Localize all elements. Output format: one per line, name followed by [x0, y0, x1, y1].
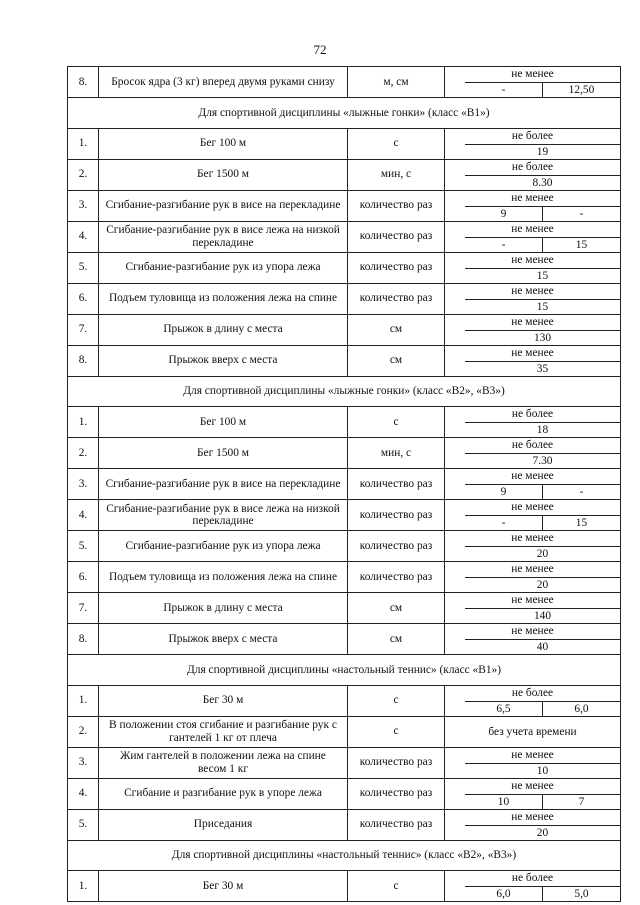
standard-value: 12,50 — [542, 83, 620, 98]
exercise-name: Бросок ядра (3 кг) вперед двумя руками снизу — [99, 67, 348, 98]
table-row — [68, 778, 621, 809]
table-row — [68, 500, 621, 531]
table-row — [68, 190, 621, 221]
standard-value-group — [445, 810, 620, 840]
unit-cell: количество раз — [348, 283, 445, 314]
standard-limit-label: не более — [511, 439, 554, 451]
exercise-name: Прыжок в длину с места — [99, 314, 348, 345]
table-row — [68, 624, 621, 655]
exercise-name: Бег 30 м — [99, 871, 348, 902]
unit-cell: мин, с — [348, 159, 445, 190]
unit-cell: с — [348, 128, 445, 159]
standard-value: 7 — [542, 795, 620, 810]
standard-values — [465, 299, 620, 315]
standard-value: - — [501, 84, 506, 96]
standard-limit-label: не менее — [511, 563, 554, 575]
unit-cell: с — [348, 871, 445, 902]
table-row — [68, 283, 621, 314]
standard-limit-label: не менее — [511, 191, 554, 204]
standard-limit-label: не менее — [511, 594, 554, 606]
standard-values — [465, 886, 620, 902]
row-number: 1. — [68, 871, 99, 902]
exercise-name: Бег 1500 м — [99, 159, 348, 190]
standard-limit-label: не менее — [511, 532, 554, 544]
row-number: 5. — [68, 252, 99, 283]
row-number: 5. — [68, 809, 99, 840]
table-row — [68, 562, 621, 593]
unit-cell: количество раз — [348, 221, 445, 252]
section-header-row — [68, 840, 621, 871]
standard-limit-label: не менее — [511, 501, 554, 513]
table-row — [68, 252, 621, 283]
standard-value-group — [445, 686, 620, 716]
row-number: 1. — [68, 407, 99, 438]
section-header-row — [68, 655, 621, 686]
standard-value-cell — [445, 531, 621, 562]
table-row — [68, 747, 621, 778]
standard-limit-label: не более — [511, 686, 554, 699]
exercise-name: Сгибание-разгибание рук из упора лежа — [99, 252, 348, 283]
standard-limit-label: не более — [511, 872, 554, 884]
section-title: Для спортивной дисциплины «лыжные гонки» (класс «В1») — [68, 98, 621, 129]
unit-cell: м, см — [348, 67, 445, 98]
standard-limit-label: не менее — [511, 748, 554, 761]
table-row — [68, 809, 621, 840]
row-number: 8. — [68, 345, 99, 376]
exercise-name: Жим гантелей в положении лежа на спине весом 1 кг — [99, 747, 348, 778]
unit-cell: с — [348, 716, 445, 747]
exercise-name: Подъем туловища из положения лежа на спине — [99, 562, 348, 593]
standard-limit-label: не менее — [511, 346, 554, 359]
standard-value-cell — [445, 562, 621, 593]
unit-cell: с — [348, 407, 445, 438]
standard-value-cell — [445, 871, 621, 902]
row-number: 1. — [68, 685, 99, 716]
standard-value-group — [445, 562, 620, 592]
standard-limit-label: не менее — [511, 470, 554, 482]
standard-value-group — [445, 284, 620, 314]
standard-value-group — [445, 67, 620, 97]
standard-note: без учета времени — [488, 725, 577, 738]
standard-value-cell — [445, 159, 621, 190]
standard-value: 15 — [536, 300, 549, 313]
standard-value-cell — [445, 190, 621, 221]
standard-value: 20 — [536, 826, 549, 839]
exercise-name: Прыжок вверх с места — [99, 624, 348, 655]
table-row — [68, 407, 621, 438]
standard-value-group — [445, 191, 620, 221]
standard-values — [465, 484, 620, 500]
standard-value-group — [445, 624, 620, 654]
standard-value: 130 — [533, 331, 552, 344]
standard-value-cell — [445, 438, 621, 469]
standard-value-cell — [445, 500, 621, 531]
row-number: 6. — [68, 283, 99, 314]
row-number: 7. — [68, 593, 99, 624]
exercise-name: Сгибание и разгибание рук в упоре лежа — [99, 778, 348, 809]
unit-cell: количество раз — [348, 190, 445, 221]
table-row — [68, 531, 621, 562]
table-row — [68, 128, 621, 159]
standard-values — [465, 577, 620, 593]
standard-value-cell — [445, 252, 621, 283]
standard-values — [465, 639, 620, 655]
section-title: Для спортивной дисциплины «лыжные гонки» (класс «В2», «В3») — [68, 376, 621, 407]
standard-value: 18 — [536, 424, 549, 436]
row-number: 8. — [68, 67, 99, 98]
row-number: 1. — [68, 128, 99, 159]
exercise-name: Сгибание-разгибание рук из упора лежа — [99, 531, 348, 562]
standard-value: 8.30 — [532, 176, 553, 189]
unit-cell: см — [348, 345, 445, 376]
row-number: 8. — [68, 624, 99, 655]
table-row — [68, 67, 621, 98]
standard-value-group — [445, 748, 620, 778]
standard-value: 6,0 — [542, 702, 620, 717]
standard-value-group — [445, 593, 620, 623]
row-number: 2. — [68, 716, 99, 747]
standard-value: - — [542, 207, 620, 222]
unit-cell: количество раз — [348, 809, 445, 840]
exercise-name: Бег 100 м — [99, 128, 348, 159]
table-row — [68, 438, 621, 469]
standard-value-group — [445, 531, 620, 561]
row-number: 3. — [68, 747, 99, 778]
row-number: 4. — [68, 221, 99, 252]
row-number: 7. — [68, 314, 99, 345]
unit-cell: количество раз — [348, 747, 445, 778]
standard-value-cell — [445, 407, 621, 438]
standard-value-cell — [445, 128, 621, 159]
unit-cell: количество раз — [348, 500, 445, 531]
standard-value-group — [445, 160, 620, 190]
standard-values — [465, 825, 620, 841]
standard-value-cell — [445, 747, 621, 778]
exercise-name: Бег 100 м — [99, 407, 348, 438]
exercise-name: Сгибание-разгибание рук в висе лежа на низкой перекладине — [99, 500, 348, 531]
standard-value-cell — [445, 221, 621, 252]
standard-limit-label: не менее — [511, 779, 554, 792]
unit-cell: количество раз — [348, 778, 445, 809]
standard-value-cell — [445, 345, 621, 376]
row-number: 5. — [68, 531, 99, 562]
section-title: Для спортивной дисциплины «настольный теннис» (класс «В2», «В3») — [68, 840, 621, 871]
standard-value-group — [445, 469, 620, 499]
standard-value: 140 — [533, 610, 552, 622]
standard-limit-label: не менее — [511, 284, 554, 297]
standard-value-group — [445, 500, 620, 530]
table-row — [68, 593, 621, 624]
exercise-name: Подъем туловища из положения лежа на спине — [99, 283, 348, 314]
exercise-name: Бег 30 м — [99, 685, 348, 716]
standard-value: 19 — [536, 145, 549, 158]
standard-limit-label: не более — [511, 160, 554, 173]
standard-limit-label: не менее — [511, 625, 554, 637]
row-number: 2. — [68, 159, 99, 190]
standard-values — [465, 453, 620, 469]
standard-value-cell — [445, 624, 621, 655]
standard-value-cell — [445, 469, 621, 500]
unit-cell: количество раз — [348, 531, 445, 562]
standard-value: 7.30 — [532, 455, 553, 467]
standard-values — [465, 361, 620, 377]
standard-values — [465, 515, 620, 531]
row-number: 6. — [68, 562, 99, 593]
standard-value-cell — [445, 314, 621, 345]
standard-value-cell — [445, 67, 621, 98]
unit-cell: количество раз — [348, 252, 445, 283]
table-row — [68, 159, 621, 190]
standard-values — [465, 175, 620, 191]
table-row — [68, 314, 621, 345]
standard-limit-label: не менее — [511, 68, 554, 80]
standard-values — [465, 546, 620, 562]
standard-values — [465, 422, 620, 438]
standard-limit-label: не менее — [511, 222, 554, 235]
unit-cell: количество раз — [348, 469, 445, 500]
standard-value-group — [445, 346, 620, 376]
standard-value-group — [445, 222, 620, 252]
row-number: 2. — [68, 438, 99, 469]
standard-value-cell — [445, 283, 621, 314]
standard-value: - — [501, 517, 506, 529]
standard-value-group — [445, 315, 620, 345]
standard-value-group — [445, 407, 620, 437]
standard-values — [465, 794, 620, 810]
standard-values — [465, 82, 620, 98]
standard-values — [465, 763, 620, 779]
standard-value: 15 — [536, 269, 549, 282]
exercise-name: Прыжок вверх с места — [99, 345, 348, 376]
standard-value-cell — [445, 593, 621, 624]
table-row — [68, 221, 621, 252]
standard-value: 35 — [536, 362, 549, 375]
table-row — [68, 716, 621, 747]
exercise-name: В положении стоя сгибание и разгибание рук с гантелей 1 кг от плеча — [99, 716, 348, 747]
standard-value-group — [445, 779, 620, 809]
unit-cell: мин, с — [348, 438, 445, 469]
exercise-name: Сгибание-разгибание рук в висе на перекладине — [99, 469, 348, 500]
standard-value-group — [445, 129, 620, 159]
standard-value-cell — [445, 716, 621, 747]
section-header-row — [68, 98, 621, 129]
standard-value: 6,0 — [496, 888, 511, 900]
standard-value: 5,0 — [542, 887, 620, 902]
standard-value: 10 — [536, 764, 549, 777]
page-number: 72 — [313, 42, 327, 57]
exercise-name: Бег 1500 м — [99, 438, 348, 469]
standard-value: 10 — [497, 795, 510, 808]
unit-cell: с — [348, 685, 445, 716]
standard-value: 15 — [542, 516, 620, 531]
standard-limit-label: не менее — [511, 315, 554, 328]
section-header-row — [68, 376, 621, 407]
standard-value: 6,5 — [496, 702, 511, 715]
standard-value: 9 — [500, 207, 507, 220]
standard-values — [465, 608, 620, 624]
unit-cell: количество раз — [348, 562, 445, 593]
standard-value: 20 — [536, 579, 549, 591]
standard-value: 9 — [500, 486, 507, 498]
standard-values — [465, 144, 620, 160]
standard-values — [465, 206, 620, 222]
row-number: 3. — [68, 190, 99, 221]
unit-cell: см — [348, 314, 445, 345]
standard-value: - — [501, 238, 506, 251]
standard-values — [465, 237, 620, 253]
standard-value: 20 — [536, 548, 549, 560]
exercise-name: Приседания — [99, 809, 348, 840]
standard-values — [465, 701, 620, 717]
standard-value-cell — [445, 685, 621, 716]
section-title: Для спортивной дисциплины «настольный теннис» (класс «В1») — [68, 655, 621, 686]
standard-value-cell — [445, 809, 621, 840]
standard-value-group — [445, 253, 620, 283]
standard-values — [465, 330, 620, 346]
standard-value-group — [445, 871, 620, 901]
standard-limit-label: не менее — [511, 253, 554, 266]
row-number: 4. — [68, 500, 99, 531]
standards-table — [67, 66, 621, 902]
standard-value: - — [542, 485, 620, 500]
standard-limit-label: не более — [511, 129, 554, 142]
table-row — [68, 685, 621, 716]
table-row — [68, 469, 621, 500]
standard-limit-label: не менее — [511, 810, 554, 823]
exercise-name: Сгибание-разгибание рук в висе лежа на низкой перекладине — [99, 221, 348, 252]
standard-value-group — [445, 438, 620, 468]
standard-value-cell — [445, 778, 621, 809]
unit-cell: см — [348, 624, 445, 655]
unit-cell: см — [348, 593, 445, 624]
row-number: 3. — [68, 469, 99, 500]
standard-value: 40 — [536, 641, 549, 653]
row-number: 4. — [68, 778, 99, 809]
table-row — [68, 871, 621, 902]
standard-limit-label: не более — [511, 408, 554, 420]
exercise-name: Прыжок в длину с места — [99, 593, 348, 624]
exercise-name: Сгибание-разгибание рук в висе на перекладине — [99, 190, 348, 221]
standard-values — [465, 268, 620, 284]
standard-value: 15 — [542, 238, 620, 253]
table-row — [68, 345, 621, 376]
